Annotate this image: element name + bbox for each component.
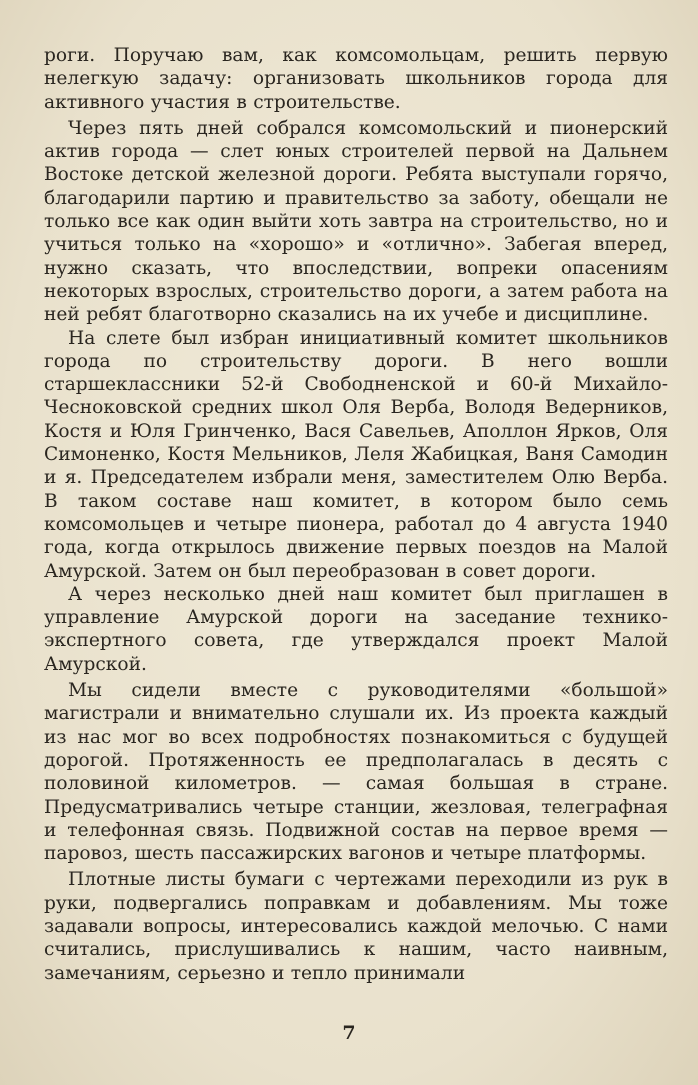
page-text [44,44,668,985]
page-number: 7 [342,1022,356,1044]
paragraph-3: На слете был избран инициативный комитет школьников города по строительству дороги. В него вошли старшеклассники 52-й Свободненской и 60-й Михайло-Чесноковской средних школ Оля Верба, Володя Ведерников, Костя и Юля Гринченко, Вася Савельев, Аполлон Ярков, Оля Симоненко, Костя Мельников, Леля Жабицкая, Ваня Самодин и я. Председателем избрали меня, заместителем Олю Верба. В таком составе наш комитет, в котором было семь комсомольцев и четыре пионера, работал до 4 августа 1940 года, когда открылось движение первых поездов на Малой Амурской. Затем он был переобразован в совет дороги. [44,327,668,582]
paragraph-4: А через несколько дней наш комитет был приглашен в управление Амурской дороги на заседание технико-экспертного совета, где утверждался проект Малой Амурской. [44,583,668,675]
paragraph-2: Через пять дней собрался комсомольский и пионерский актив города — слет юных строителей первой на Дальнем Востоке детской железной дороги. Ребята выступали горячо, благодарили партию и правительство за заботу, обещали не только все как один выйти хоть завтра на строительство, но и учиться только на «хорошо» и «отлично». Забегая вперед, нужно сказать, что впоследствии, вопреки опасениям некоторых взрослых, строительство дороги, а затем работа на ней ребят благотворно сказались на их учебе и дисциплине. [44,117,668,326]
paragraph-5: Мы сидели вместе с руководителями «большой» магистрали и внимательно слушали их. Из проекта каждый из нас мог во всех подробностях познакомиться с будущей дорогой. Протяженность ее предполагалась в десять с половиной километров. — самая большая в стране. Предусматривались четыре станции, жезловая, телеграфная и телефонная связь. Подвижной состав на первое время — паровоз, шесть пассажирских вагонов и четыре платформы. [44,680,668,865]
paragraph-1: роги. Поручаю вам, как комсомольцам, решить первую нелегкую задачу: организовать школьников города для активного участия в строительстве. [44,45,668,113]
paragraph-6: Плотные листы бумаги с чертежами переходили из рук в руки, подвергались поправкам и добавлениям. Мы тоже задавали вопросы, интересовались каждой мелочью. С нами считались, прислушивались к нашим, часто наивным, замечаниям, серьезно и тепло принимали [44,869,668,984]
